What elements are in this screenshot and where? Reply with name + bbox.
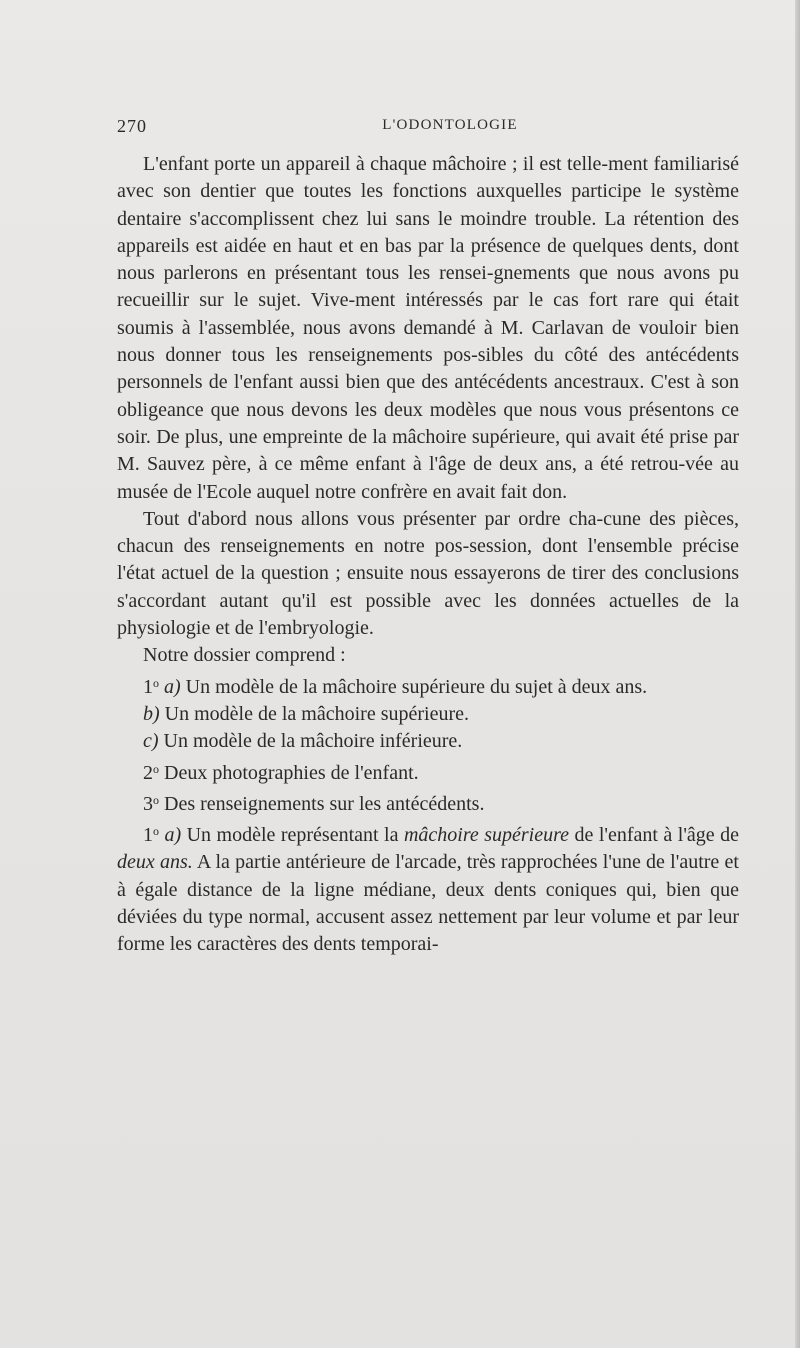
- list-item-c: [117, 728, 739, 755]
- page-edge-shadow: [795, 0, 800, 1348]
- paragraph-plan: Tout d'abord nous allons vous présenter par ordre cha-cune des pièces, chacun des renseignements en notre pos-session, dont l'ensemble précise l'état actuel de la question ; ensuite nous essayerons de tirer des conclusions s'accordant autant qu'il est possible avec les données actuelles de la physiologie et de l'embryologie.: [117, 507, 739, 640]
- page-number: 270: [117, 116, 147, 136]
- item-number: 2: [143, 761, 153, 784]
- item-text: Un modèle de la mâchoire supérieure.: [164, 702, 469, 725]
- item-text: Deux photographies de l'enfant.: [164, 761, 419, 784]
- degree-mark: o: [153, 824, 159, 839]
- item-letter: c): [143, 730, 159, 753]
- degree-mark: o: [153, 792, 159, 807]
- paragraph-intro: L'enfant porte un appareil à chaque mâchoire ; il est telle-ment familiarisé avec son dentier que toutes les fonctions auxquelles participe le système dentaire s'accomplissent chez lui sans le moindre trouble. La rétention des appareils est aidée en haut et en bas par la présence de quelques dents, dont nous parlerons en présentant tous les rensei-gnements que nous avons pu recueillir sur le sujet. Vive-ment intéressés par le cas fort rare qui était soumis à l'assemblée, nous avons demandé à M. Carlavan de vouloir bien nous donner tous les renseignements pos-sibles du côté des antécédents personnels de l'enfant aussi bien que des antécédents ancestraux. C'est à son obligeance que nous devons les deux modèles que nous vous présentons ce soir. De plus, une empreinte de la mâchoire supérieure, qui avait été prise par M. Sauvez père, à ce même enfant à l'âge de deux ans, a été retrou-vée au musée de l'Ecole auquel notre confrère en avait fait don.: [117, 153, 739, 503]
- degree-mark: o: [153, 675, 159, 690]
- degree-mark: o: [153, 761, 159, 776]
- item-number: 3: [143, 792, 153, 815]
- item-text: Un modèle de la mâchoire inférieure.: [163, 730, 463, 753]
- list-item-2: [117, 756, 739, 787]
- list-item-3: [117, 787, 739, 818]
- body-text: [117, 151, 739, 959]
- list-item-1a: [117, 670, 739, 701]
- italic-segment: deux ans.: [117, 851, 193, 874]
- text-segment: Un modèle représentant la: [186, 824, 399, 847]
- page-header: [117, 116, 739, 142]
- item-letter: b): [143, 702, 160, 725]
- list-item-b: [117, 701, 739, 728]
- item-text: Des renseignements sur les antécédents.: [164, 792, 485, 815]
- item-number: 1: [143, 675, 153, 698]
- text-segment: de l'enfant à l'âge de: [574, 824, 740, 847]
- item-letter: a): [164, 824, 182, 847]
- italic-segment: mâchoire supérieure: [403, 824, 570, 847]
- item-number: 1: [143, 824, 153, 847]
- item-letter: a): [164, 675, 181, 698]
- item-text: Un modèle de la mâchoire supérieure du sujet à deux ans.: [185, 675, 648, 698]
- text-segment: A la partie antérieure de l'arcade, très rapprochées l'une de l'autre et à égale distance de la ligne médiane, deux dents coniques qui, bien que déviées du type normal, accusent assez nettement par leur volume et par leur forme les caractères des dents temporai-: [117, 851, 739, 956]
- running-head: L'ODONTOLOGIE: [382, 117, 518, 133]
- paragraph-model-description: [117, 818, 739, 958]
- paragraph-dossier: Notre dossier comprend :: [143, 644, 346, 667]
